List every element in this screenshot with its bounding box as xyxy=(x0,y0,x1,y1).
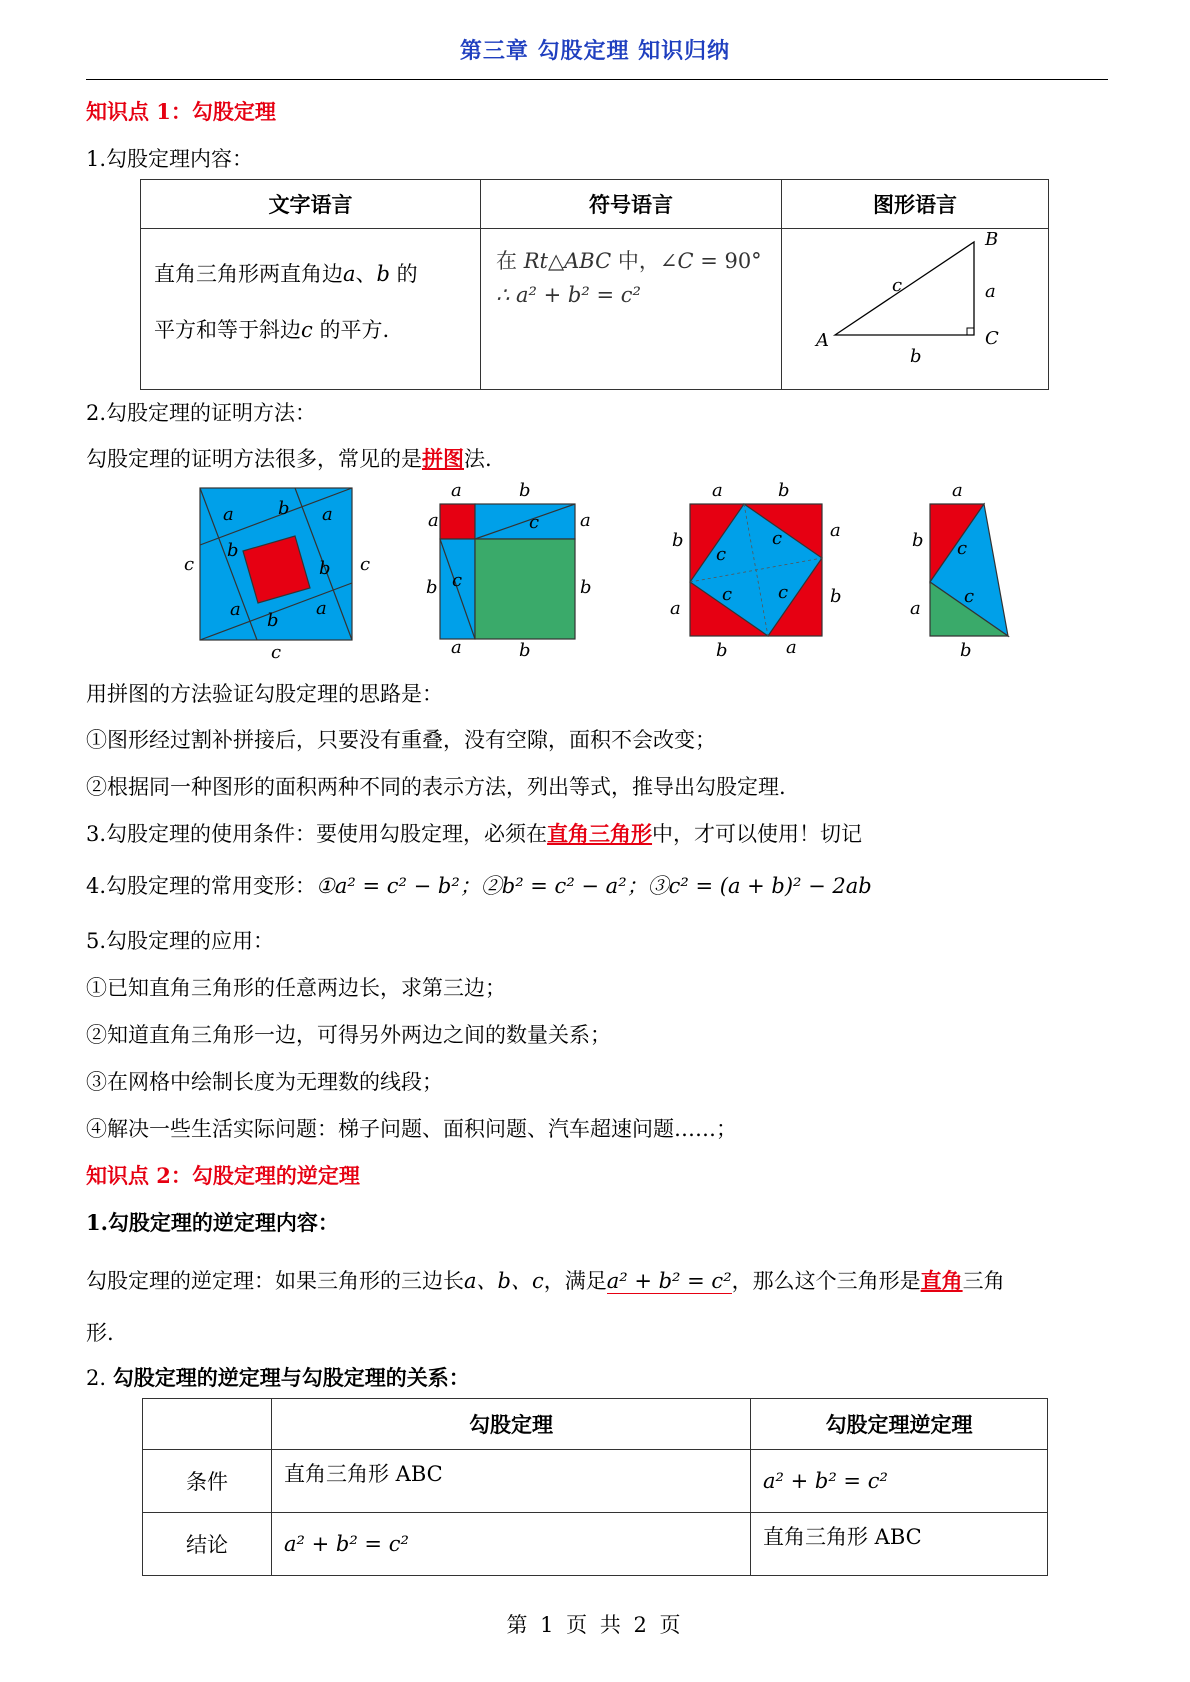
label-b: b xyxy=(910,346,922,367)
th-empty xyxy=(143,1399,272,1450)
right-triangle-diagram xyxy=(782,229,1048,384)
figure-label: c xyxy=(271,642,282,660)
figure-label: b xyxy=(426,577,438,598)
proof-figure-1 xyxy=(180,480,380,660)
kp1-s4: 4.勾股定理的常用变形：①a² = c² − b²；②b² = c² − a²；③c² = (a + b)² − 2ab xyxy=(86,874,872,898)
th-converse: 勾股定理逆定理 xyxy=(751,1399,1048,1450)
figure-label: a xyxy=(223,504,234,525)
idea-2: ②根据同一种图形的面积两种不同的表示方法，列出等式，推导出勾股定理. xyxy=(86,775,786,799)
figure-label: b xyxy=(672,530,684,551)
figure-label: a xyxy=(428,510,439,531)
kp2-body: 勾股定理的逆定理：如果三角形的三边长a、b、c，满足a² + b² = c²，那么这个三角形是直角三角 xyxy=(86,1268,1005,1293)
figure-label: b xyxy=(778,480,790,501)
figure-label: a xyxy=(712,480,723,501)
kp2-title: 知识点 2：勾股定理的逆定理 xyxy=(86,1163,360,1188)
cell-text-language xyxy=(141,229,481,390)
figure-label: b xyxy=(580,577,592,598)
figure-label: b xyxy=(830,586,842,607)
figure-label: c xyxy=(964,586,975,607)
figure-label: c xyxy=(716,544,727,565)
figure-label: a xyxy=(952,480,963,501)
label-c: c xyxy=(892,275,903,296)
th-text-language: 文字语言 xyxy=(141,180,481,229)
figure-label: a xyxy=(786,637,797,658)
theorem-table xyxy=(140,179,1049,390)
figure-label: b xyxy=(960,640,972,661)
figure-label: c xyxy=(772,528,783,549)
figure-label: a xyxy=(322,504,333,525)
kp2-s2-title: 2. 勾股定理的逆定理与勾股定理的关系： xyxy=(86,1365,470,1390)
figure-label: c xyxy=(452,570,463,591)
kp2-s1-title: 1.勾股定理的逆定理内容： xyxy=(86,1210,339,1235)
figure-shape xyxy=(440,504,475,539)
text-language-line1: 直角三角形两直角边a、b 的 xyxy=(154,262,418,286)
th-theorem: 勾股定理 xyxy=(272,1399,751,1450)
row-conclusion-theorem: a² + b² = c² xyxy=(272,1513,751,1576)
proof-figure-3 xyxy=(660,478,850,664)
figure-label: b xyxy=(716,640,728,661)
idea-title: 用拼图的方法验证勾股定理的思路是： xyxy=(86,682,443,706)
label-C: C xyxy=(985,328,999,349)
row-condition-theorem: 直角三角形 ABC xyxy=(272,1450,751,1513)
relation-table xyxy=(142,1398,1048,1576)
label-A: A xyxy=(816,330,829,351)
figure-label: a xyxy=(910,598,921,619)
app-2: ②知道直角三角形一边，可得另外两边之间的数量关系； xyxy=(86,1023,611,1047)
kp1-s5-title: 5.勾股定理的应用： xyxy=(86,929,275,953)
row-conclusion-label: 结论 xyxy=(143,1513,272,1576)
figure-label: b xyxy=(519,640,531,661)
figure-shape xyxy=(475,539,575,639)
page-header: 第三章 勾股定理 知识归纳 xyxy=(459,38,731,64)
right-angle-mark xyxy=(967,328,974,335)
figure-label: a xyxy=(230,599,241,620)
th-symbol-language: 符号语言 xyxy=(481,180,782,229)
figure-label: b xyxy=(278,498,290,519)
row-condition-label: 条件 xyxy=(143,1450,272,1513)
em-right: 直角 xyxy=(920,1268,963,1293)
em-right-triangle: 直角三角形 xyxy=(547,821,653,846)
em-pintu: 拼图 xyxy=(422,446,464,471)
figure-label: a xyxy=(451,637,462,658)
converse-formula: a² + b² = c² xyxy=(606,1269,732,1293)
symbol-line2: ∴ a² + b² = c² xyxy=(496,283,641,307)
kp1-title: 知识点 1：勾股定理 xyxy=(86,99,276,124)
figure-label: c xyxy=(722,584,733,605)
app-1: ①已知直角三角形的任意两边长，求第三边； xyxy=(86,976,506,1000)
label-B: B xyxy=(985,229,999,250)
th-figure-language: 图形语言 xyxy=(782,180,1049,229)
kp1-s2-body: 勾股定理的证明方法很多，常见的是拼图法. xyxy=(86,446,492,471)
cell-figure-language xyxy=(782,229,1049,390)
cell-symbol-language xyxy=(481,229,782,390)
figure-label: a xyxy=(580,510,591,531)
figure-label: b xyxy=(227,540,239,561)
idea-1: ①图形经过割补拼接后，只要没有重叠，没有空隙，面积不会改变； xyxy=(86,728,716,752)
proof-figure-4 xyxy=(900,478,1030,664)
figure-label: c xyxy=(184,554,195,575)
figure-label: c xyxy=(957,538,968,559)
triangle-shape xyxy=(835,242,974,335)
figure-label: b xyxy=(519,480,531,501)
figure-label: b xyxy=(912,530,924,551)
figure-label: a xyxy=(830,520,841,541)
app-4: ④解决一些生活实际问题：梯子问题、面积问题、汽车超速问题……； xyxy=(86,1117,737,1141)
figure-label: a xyxy=(670,598,681,619)
figure-label: c xyxy=(778,582,789,603)
figure-label: b xyxy=(267,610,279,631)
kp1-s2-title: 2.勾股定理的证明方法： xyxy=(86,401,317,425)
page-footer: 第 1 页 共 2 页 xyxy=(506,1613,684,1637)
kp1-s3: 3.勾股定理的使用条件：要使用勾股定理，必须在直角三角形中，才可以使用！切记 xyxy=(86,821,863,846)
kp1-s1-title: 1.勾股定理内容： xyxy=(86,147,254,171)
figure-label: c xyxy=(529,512,540,533)
label-a: a xyxy=(985,281,996,302)
app-3: ③在网格中绘制长度为无理数的线段； xyxy=(86,1070,443,1094)
row-conclusion-converse: 直角三角形 ABC xyxy=(751,1513,1048,1576)
figure-label: c xyxy=(360,554,371,575)
proof-figure-2 xyxy=(420,478,600,662)
row-condition-converse: a² + b² = c² xyxy=(751,1450,1048,1513)
kp2-body-line2: 形. xyxy=(86,1321,114,1345)
figure-label: a xyxy=(451,480,462,501)
header-divider xyxy=(86,79,1108,80)
figure-label: b xyxy=(319,558,331,579)
text-language-line2: 平方和等于斜边c 的平方. xyxy=(154,318,390,342)
symbol-line1: 在 Rt△ABC 中，∠C = 90° xyxy=(496,249,762,273)
figure-label: a xyxy=(316,598,327,619)
